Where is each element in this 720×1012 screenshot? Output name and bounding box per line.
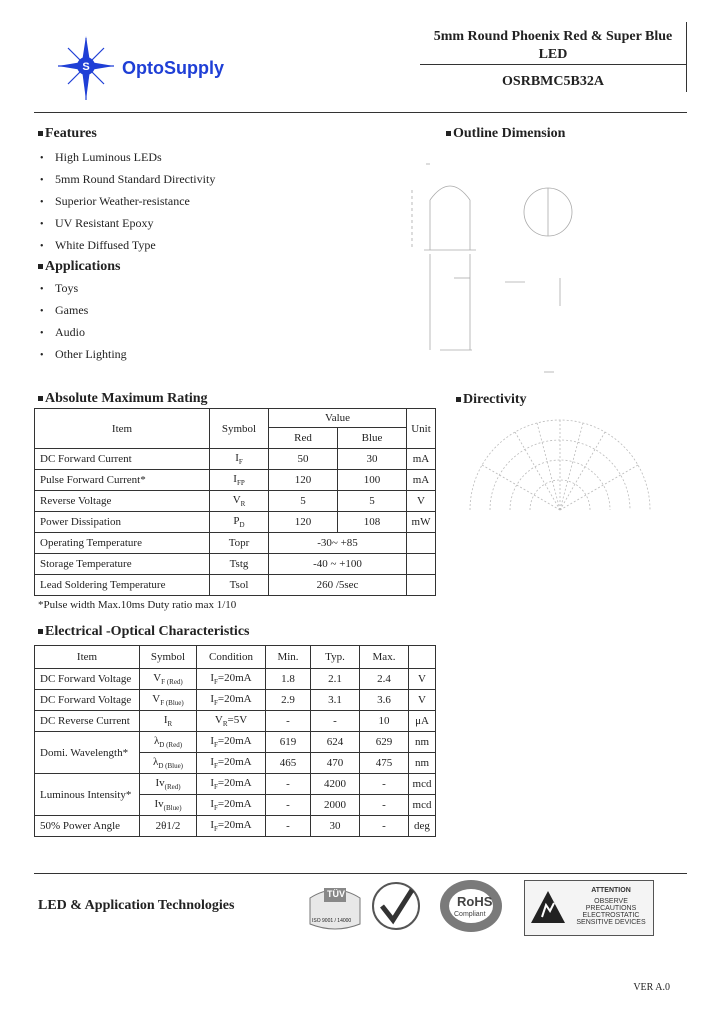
product-title: 5mm Round Phoenix Red & Super Blue LED xyxy=(433,29,673,62)
features-title: Features xyxy=(38,126,97,142)
table-row: Reverse Voltage $V_R$ 5 5 V xyxy=(35,491,436,512)
part-number: OSRBMC5B32A xyxy=(502,74,604,89)
table-row: Luminous Intensity* $Iv_{(Red)}$ $I_F=20mA$ - 4200 - mcd xyxy=(35,774,436,795)
table-row: Lead Soldering Temperature Tsol 260 /5sec xyxy=(35,575,436,596)
tuv-badge: TÜV ISO 9001 / 14000 xyxy=(306,880,364,936)
header-cell: Symbol xyxy=(210,409,269,449)
table-row: Storage Temperature Tstg -40 ~ +100 xyxy=(35,554,436,575)
list-item: • Superior Weather-resistance xyxy=(38,190,215,212)
rohs-badge: RoHS Compliant xyxy=(438,878,504,934)
footer-rule xyxy=(34,873,687,874)
table-row: 50% Power Angle 2θ1/2 $I_F=20mA$ - 30 - deg xyxy=(35,816,436,837)
header-cell: Value xyxy=(269,409,407,428)
directivity-chart xyxy=(460,418,660,518)
table-row: Domi. Wavelength* $\lambda_{D (Red)}$ $I_F=20mA$ 619 624 629 nm xyxy=(35,732,436,753)
abs-max-title: Absolute Maximum Rating xyxy=(38,391,208,407)
list-item: • High Luminous LEDs xyxy=(38,146,215,168)
table-row: DC Reverse Current $I_R$ $V_R=5V$ - - 10 μA xyxy=(35,711,436,732)
table-header-row: Item Symbol Condition Min. Typ. Max. xyxy=(35,646,436,669)
optosupply-logo xyxy=(56,36,286,102)
table-row: DC Forward Voltage $V_{F (Red)}$ $I_F=20mA$ 1.8 2.1 2.4 V xyxy=(35,669,436,690)
brand-name: OptoSupply xyxy=(122,58,224,78)
list-item: • Other Lighting xyxy=(38,343,127,365)
abs-max-note: *Pulse width Max.10ms Duty ratio max 1/10 xyxy=(38,599,237,611)
applications-list xyxy=(38,277,127,365)
directivity-title: Directivity xyxy=(456,392,527,408)
applications-title: Applications xyxy=(38,259,120,275)
list-item: • White Diffused Type xyxy=(38,234,215,256)
checkmark-icon xyxy=(370,880,422,932)
list-item: • Audio xyxy=(38,321,127,343)
star-logo-icon xyxy=(56,36,116,102)
header-cell: Red xyxy=(269,428,338,449)
table-row: $\lambda_{D (Blue)}$ $I_F=20mA$ 465 470 475 nm xyxy=(35,753,436,774)
features-list xyxy=(38,146,215,256)
header-divider xyxy=(420,64,686,65)
abs-max-table xyxy=(34,408,436,596)
table-row: DC Forward Current $I_F$ 50 30 mA xyxy=(35,449,436,470)
version-label: VER A.0 xyxy=(633,982,670,993)
table-row: Operating Temperature Topr -30~ +85 xyxy=(35,533,436,554)
company-name: LED & Application Technologies xyxy=(38,898,235,913)
esd-attention-box: ATTENTION OBSERVE PRECAUTIONS ELECTROSTATIC SENSITIVE DEVICES xyxy=(524,880,654,936)
check-certificate-badge xyxy=(370,880,422,932)
header-cell: Unit xyxy=(407,409,436,449)
table-row: DC Forward Voltage $V_{F (Blue)}$ $I_F=20mA$ 2.9 3.1 3.6 V xyxy=(35,690,436,711)
table-row: Power Dissipation $P_D$ 120 108 mW xyxy=(35,512,436,533)
header-cell: Blue xyxy=(338,428,407,449)
eo-title: Electrical -Optical Characteristics xyxy=(38,624,249,640)
header-cell: Item xyxy=(35,409,210,449)
outline-drawing xyxy=(400,150,600,380)
esd-warning-icon xyxy=(529,889,567,925)
table-row: $Iv_{(Blue)}$ $I_F=20mA$ - 2000 - mcd xyxy=(35,795,436,816)
eo-table xyxy=(34,645,436,837)
outline-title: Outline Dimension xyxy=(446,126,565,142)
list-item: • UV Resistant Epoxy xyxy=(38,212,215,234)
list-item: • Games xyxy=(38,299,127,321)
svg-text:S: S xyxy=(82,61,90,73)
table-row: Pulse Forward Current* $I_{FP}$ 120 100 mA xyxy=(35,470,436,491)
list-item: • 5mm Round Standard Directivity xyxy=(38,168,215,190)
header-rule xyxy=(34,112,687,113)
list-item: • Toys xyxy=(38,277,127,299)
